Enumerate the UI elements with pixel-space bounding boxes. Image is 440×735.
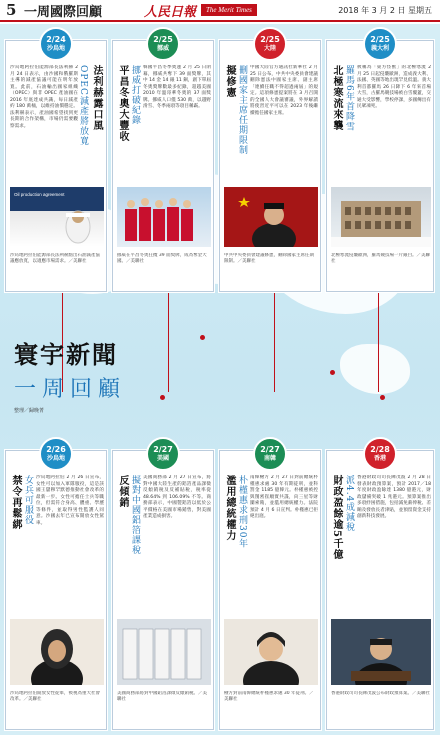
map-marker [330, 370, 335, 375]
photo-caption: 檢方對前南韓總統朴槿惠求處 30 年徒刑。／美聯社 [224, 691, 314, 703]
article-body: 美國商務部 2 月 27 日宣布，將對中國大陸生產的鋁箔產品課徵反傾銷稅及反補貼稅，稅率從 48.64% 到 106.09% 不等。商務部表示，中國製鋁箔以低於公平價格在美國市場銷售，對美國產業造成損害。 [143, 475, 211, 520]
article-title: 北極寒流來襲 [331, 65, 342, 131]
connector-line [378, 292, 379, 392]
badge-place: 香港 [373, 455, 386, 463]
article-photo [10, 187, 104, 247]
map-marker [200, 335, 205, 340]
news-card [112, 445, 214, 730]
photo-caption: 北極寒流侵襲歐洲，羅馬競技場一片銀白。／美聯社 [331, 253, 430, 265]
article-subtitle: 刪國家主席任期限制 [237, 65, 247, 155]
article-photo [224, 619, 318, 685]
badge-date: 2/27 [153, 445, 173, 455]
article-title: 財政盈餘逾5千億 [331, 475, 342, 560]
article-photo [331, 619, 431, 685]
news-card [5, 35, 107, 292]
page-header [0, 0, 440, 22]
article-body: 香港財政司司長陳茂波 2 月 28 日發表財政預算案，預計 2017／18 年度財政盈餘達 1380 億港元，財政儲備突破 1 兆港元。預算案推出多項紓困措施，包括減免薪俸稅、差餉及發放長者津貼，並預留資金支持創新科技發展。 [357, 475, 431, 520]
speaker-photo-illustration [10, 187, 104, 247]
map-continent-oceania [340, 344, 410, 394]
badge-date: 2/25 [370, 35, 390, 45]
article-title: 反傾銷 [117, 475, 128, 508]
connector-line [168, 292, 169, 392]
woman-photo-illustration [10, 619, 104, 685]
date-badge [39, 437, 73, 471]
page-number: 5 [6, 1, 17, 19]
photo-caption: 中共中央委員會建議修憲，刪除國家主席任期限制。／美聯社 [224, 253, 314, 265]
article-body: 韓國平昌冬季奧運 2 月 25 日閉幕，挪威共奪下 39 面獎牌，其中 14 金 14 銀 11 銅，創下單屆冬奧獎牌數最多紀錄，超越美國 2010 年溫哥華冬奧的 37 面獎牌。挪威人口僅 530 萬，以越野滑雪、冬季兩項等項目稱霸。 [143, 65, 211, 110]
feature-title: 寰宇新聞 [14, 340, 118, 369]
date-badge [363, 437, 397, 471]
article-photo [224, 187, 318, 247]
feature-subtitle: 一周回顧 [14, 377, 127, 402]
newspaper-logo [142, 1, 257, 20]
editor-credit: 整理／歸晚菁 [14, 408, 45, 414]
date-badge [146, 27, 180, 61]
badge-place: 義大利 [370, 45, 389, 53]
map-marker [160, 395, 165, 400]
leader-photo-illustration [224, 187, 318, 247]
badge-place: 美國 [156, 455, 169, 463]
svg-text:Oil production agreement: Oil production agreement [14, 192, 65, 197]
photo-caption: 沙烏地阿拉伯能源部長法利赫點出石油減產協議應放寬，以適應市場需求。／美聯社 [10, 253, 100, 265]
budget-speech-photo-illustration [331, 619, 431, 685]
foil-rolls-photo-illustration [117, 619, 211, 685]
news-card [112, 35, 214, 292]
article-title: 擬修憲 [224, 65, 235, 98]
article-subtitle: 擬對中國鋁箔課稅 [130, 475, 140, 555]
badge-date: 2/24 [46, 35, 66, 45]
badge-place: 南韓 [263, 455, 276, 463]
article-photo [10, 619, 104, 685]
news-card [326, 35, 434, 292]
article-body: 中國大陸官方通訊社新華社 2 月 25 日公布，中共中央委員會建議刪除憲法中國家主席、副主席「連續任職不得超過兩屆」的規定。這項修憲提案將在 3 月召開的全國人大會議審議，外界解讀將使習近平可以在 2023 年後繼續擔任國家主席。 [250, 65, 318, 116]
photo-caption: 沙烏地阿拉伯開放女性從軍，被視為重大社會改革。／美聯社 [10, 691, 100, 703]
badge-date: 2/26 [46, 445, 66, 455]
article-subtitle: 女兵可服役 [23, 475, 33, 525]
article-subtitle: 羅馬6年首降雪 [344, 65, 354, 132]
logo-text: 人民日報 [144, 4, 197, 20]
badge-date: 2/27 [260, 445, 280, 455]
map-marker [380, 395, 385, 400]
photo-caption: 挪威在平昌冬奧狂攬 39 面獎牌，成為奪金大國。／美聯社 [117, 253, 207, 265]
colosseum-photo-illustration [331, 187, 431, 247]
article-title: 法利赫露口風 [91, 65, 102, 131]
article-body: 被稱為「東方怪獸」的北極寒流 2 月 25 日起侵襲歐洲，造成義大利、法國、英國等地出現罕見低溫。義大利首都羅馬 26 日降下 6 年來首場大雪，古羅馬競技場被白雪覆蓋，交通大受影響，學校停課，多國傳出有民眾凍死。 [357, 65, 431, 110]
date-badge [253, 27, 287, 61]
article-subtitle: 朴槿惠求刑30年 [237, 475, 247, 549]
date-badge [363, 27, 397, 61]
news-card [5, 445, 107, 730]
news-card [219, 445, 321, 730]
section-title: 一周國際回顧 [24, 4, 103, 20]
article-subtitle: 派4.4成減稅 [344, 475, 354, 533]
news-card [219, 35, 321, 292]
article-title: 平昌冬奧大豐收 [117, 65, 128, 142]
date-badge [253, 437, 287, 471]
date-badge [146, 437, 180, 471]
photo-caption: 香港財政司司長陳茂波公布財政預算案。／美聯社 [331, 691, 430, 696]
badge-place: 大陸 [263, 45, 276, 53]
badge-date: 2/28 [370, 445, 390, 455]
article-photo [117, 619, 211, 685]
athletes-photo-illustration [117, 187, 211, 247]
badge-date: 2/25 [153, 35, 173, 45]
former-president-photo-illustration [224, 619, 318, 685]
article-body: 沙烏地阿拉伯能源部長法利赫 2 月 24 日表示，由沙國和俄羅斯主導的減產協議可能在明年放寬。此前，石油輸出國家組織（OPEC）與非 OPEC 產油國在 2016 年底達成共識，每日減產約 180 萬桶，以維持油價穩定。法利赫表示，產油國希望找到更長期的合作架構，市場仍需要觀察需求。 [10, 65, 78, 129]
badge-place: 沙烏地 [46, 455, 65, 463]
logo-subtitle: The Merit Times [201, 4, 257, 16]
date-badge [39, 27, 73, 61]
article-subtitle: OPEC減產將放寬 [78, 65, 88, 146]
connector-line [274, 292, 275, 392]
article-subtitle: 挪威打破紀錄 [130, 65, 140, 125]
article-body: 南韓檢方 2 月 27 日對前總統朴槿惠求處 30 年有期徒刑，並科罰金 1185 億韓元。朴槿惠被控與閨密崔順實共謀，向三星等財團索賄，並濫用總統權力。法院預計 4 月 6 日宣判。朴槿惠已拒絕出庭。 [250, 475, 318, 520]
news-card [326, 445, 434, 730]
issue-date: 2018 年 3 月 2 日 星期五 [338, 5, 432, 15]
badge-place: 沙烏地 [46, 45, 65, 53]
photo-caption: 美國商務部將對中國鋁箔課徵反傾銷稅。／美聯社 [117, 691, 207, 703]
badge-place: 挪威 [156, 45, 169, 53]
article-body: 沙烏地阿拉伯 2 月 26 日宣布，女性可以加入軍隊服役，這是該國王儲穆罕默德推動社會改革的最新一步。女性可擔任士兵等職位，但需符合身高、體重、學歷等條件，並取得男性監護人同意。沙國去年已宣布開放女性駕車。 [36, 475, 104, 526]
article-photo [331, 187, 431, 247]
article-title: 禁令再鬆綁 [10, 475, 21, 530]
feature-heading [14, 335, 126, 414]
article-title: 濫用總統權力 [224, 475, 235, 541]
badge-date: 2/25 [260, 35, 280, 45]
article-photo [117, 187, 211, 247]
